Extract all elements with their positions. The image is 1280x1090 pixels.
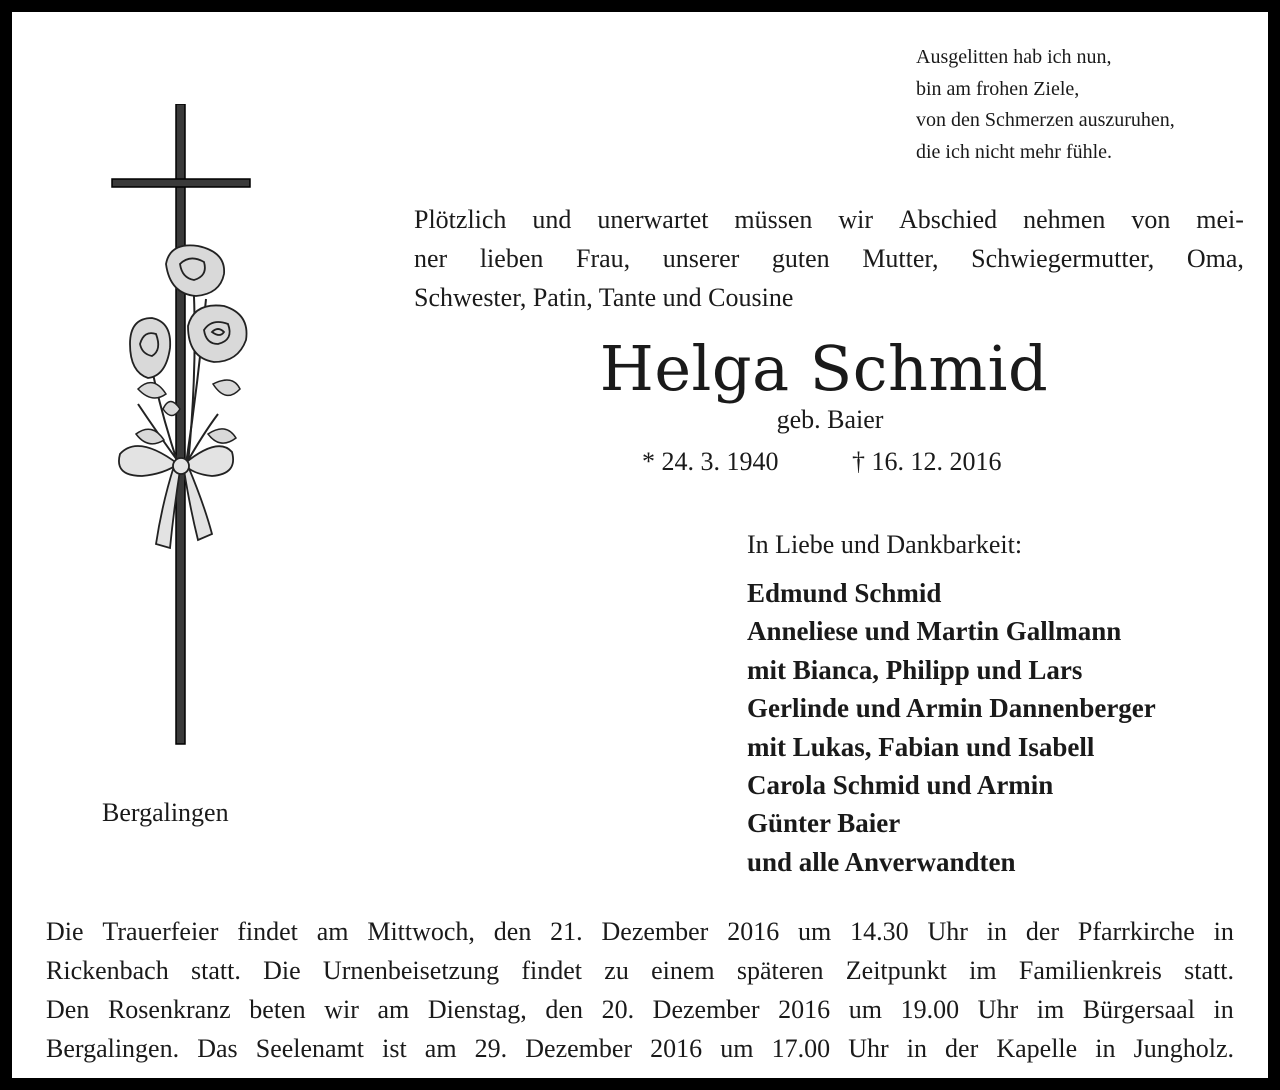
word: 14.30 xyxy=(850,917,909,946)
verse-line: Ausgelitten hab ich nun, xyxy=(916,46,1112,68)
funeral-line xyxy=(46,1029,1234,1068)
deceased-name: Helga Schmid xyxy=(599,332,1049,405)
word: 2016 xyxy=(650,1034,703,1063)
word: Uhr xyxy=(927,917,968,946)
verse-line: bin am frohen Ziele, xyxy=(916,77,1080,100)
word: von xyxy=(1131,205,1171,234)
word: ist xyxy=(382,1034,407,1063)
word: Kapelle xyxy=(996,1034,1078,1063)
word: Trauerfeier xyxy=(102,917,219,946)
word: Uhr xyxy=(977,995,1019,1024)
mourner: Gerlinde und Armin Dannenberger xyxy=(747,693,1156,724)
mourner: mit Lukas, Fabian und Isabell xyxy=(747,731,1095,762)
word: Den xyxy=(46,995,90,1024)
cross-with-roses-icon xyxy=(108,104,254,748)
word: Dezember xyxy=(601,917,709,946)
word: Oma, xyxy=(1186,244,1244,273)
word: Dezember xyxy=(652,995,760,1024)
word: Urnenbeisetzung xyxy=(322,956,500,985)
word: guten xyxy=(771,244,830,273)
verse-line: die ich nicht mehr fühle. xyxy=(916,140,1113,163)
word: nehmen xyxy=(1023,205,1106,234)
word: und xyxy=(532,205,572,234)
intro-line xyxy=(414,239,1244,278)
word: statt. xyxy=(1184,956,1234,985)
funeral-details xyxy=(46,912,1234,1068)
place-name: Bergalingen xyxy=(102,798,229,827)
word: Schwiegermutter, xyxy=(971,244,1155,273)
word: am xyxy=(377,995,410,1024)
word: am xyxy=(316,917,349,946)
word: 2016 xyxy=(778,995,831,1024)
word: Dezember xyxy=(525,1034,633,1063)
maiden-name: geb. Baier xyxy=(776,405,884,434)
funeral-line xyxy=(46,990,1234,1029)
verse xyxy=(916,42,1175,168)
word: Seelenamt xyxy=(255,1034,365,1063)
word: der xyxy=(945,1034,979,1063)
word: der xyxy=(1025,917,1060,946)
word: Bergalingen. xyxy=(46,1034,180,1063)
verse-line: von den Schmerzen auszuruhen, xyxy=(916,109,1175,131)
mourner: Edmund Schmid xyxy=(747,578,942,608)
word: Die xyxy=(263,956,301,985)
mourners-list xyxy=(747,574,1156,881)
intro-line: Schwester, Patin, Tante und Cousine xyxy=(414,283,794,312)
word: Rosenkranz xyxy=(107,995,231,1024)
word: 20. xyxy=(601,995,635,1024)
word: in xyxy=(906,1034,927,1063)
word: findet xyxy=(237,917,298,946)
mourner: Carola Schmid und Armin xyxy=(747,770,1054,801)
word: statt. xyxy=(191,956,241,985)
word: Mutter, xyxy=(862,244,939,273)
word: lieben xyxy=(479,244,544,273)
word: unserer xyxy=(662,244,740,273)
word: ner xyxy=(414,244,448,273)
word: Uhr xyxy=(848,1034,889,1063)
word: 29. xyxy=(474,1034,508,1063)
word: Abschied xyxy=(898,205,998,234)
birth-date: * 24. 3. 1940 xyxy=(642,447,779,476)
mourner: Anneliese und Martin Gallmann xyxy=(747,616,1122,647)
word: wir xyxy=(838,205,874,234)
word: 19.00 xyxy=(900,995,960,1024)
word: den xyxy=(545,995,583,1024)
word: in xyxy=(1095,1034,1116,1063)
word: Dienstag, xyxy=(427,995,527,1024)
word: Die xyxy=(46,917,84,946)
mourner: mit Bianca, Philipp und Lars xyxy=(747,654,1083,685)
word: findet xyxy=(521,956,583,985)
word: Jungholz. xyxy=(1133,1034,1234,1063)
obituary-notice xyxy=(12,12,1268,1078)
word: einem xyxy=(651,956,715,985)
word: unerwartet xyxy=(597,205,709,234)
word: Plötzlich xyxy=(414,205,507,234)
mourner: Günter Baier xyxy=(747,808,901,839)
word: beten xyxy=(249,995,306,1024)
word: Rickenbach xyxy=(46,956,169,985)
death-date: † 16. 12. 2016 xyxy=(852,447,1002,476)
intro-line xyxy=(414,200,1244,239)
word: den xyxy=(493,917,532,946)
word: am xyxy=(424,1034,457,1063)
word: zu xyxy=(604,956,629,985)
word: im xyxy=(1036,995,1065,1024)
word: Mittwoch, xyxy=(367,917,475,946)
mourner: und alle Anverwandten xyxy=(747,846,1016,877)
word: wir xyxy=(324,995,359,1024)
word: Bürgersaal xyxy=(1082,995,1195,1024)
word: um xyxy=(848,995,882,1024)
word: 17.00 xyxy=(771,1034,831,1063)
word: um xyxy=(720,1034,754,1063)
word: Das xyxy=(197,1034,238,1063)
word: Familienkreis xyxy=(1018,956,1162,985)
word: in xyxy=(986,917,1007,946)
word: müssen xyxy=(734,205,813,234)
intro-text xyxy=(414,200,1244,317)
word: in xyxy=(1213,917,1234,946)
word: im xyxy=(969,956,997,985)
word: mei- xyxy=(1196,205,1244,234)
word: in xyxy=(1213,995,1234,1024)
word: Pfarrkirche xyxy=(1077,917,1195,946)
word: 2016 xyxy=(727,917,780,946)
word: späteren xyxy=(736,956,824,985)
thanks-line: In Liebe und Dankbarkeit: xyxy=(747,530,1023,559)
funeral-line xyxy=(46,951,1234,990)
word: Zeitpunkt xyxy=(845,956,947,985)
word: 21. xyxy=(550,917,583,946)
word: Frau, xyxy=(575,244,631,273)
funeral-line xyxy=(46,912,1234,951)
word: um xyxy=(798,917,832,946)
